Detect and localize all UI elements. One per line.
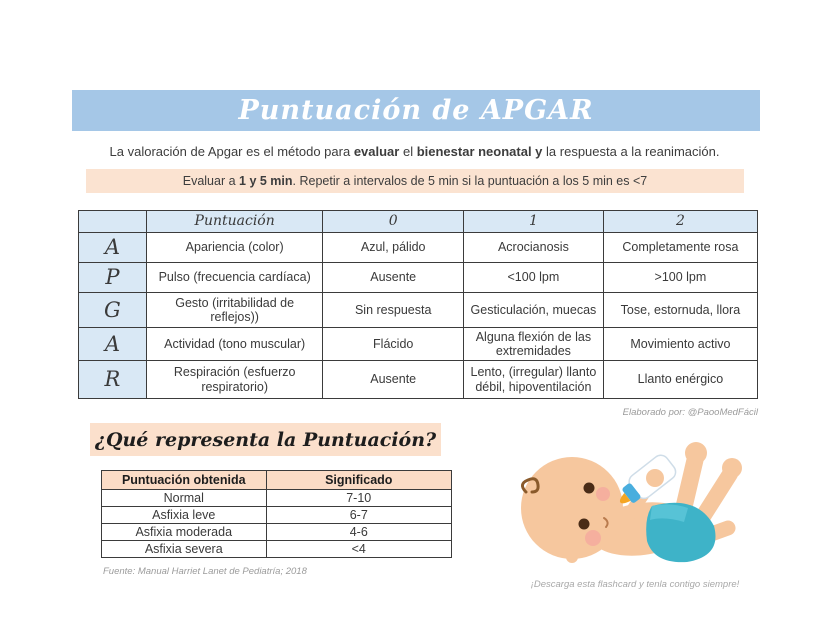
apgar-header-2: 2 [603,211,757,233]
score-header-significado: Significado [266,471,452,490]
criterion-cell: Pulso (frecuencia cardíaca) [146,263,323,293]
apgar-header-1: 1 [463,211,603,233]
title-banner [72,90,760,131]
apgar-header-empty [79,211,147,233]
score0-cell: Ausente [323,361,464,399]
apgar-letter-p: P [79,263,147,293]
download-note: ¡Descarga esta flashcard y tenla contigo siempre! [530,579,740,590]
author-credit: Elaborado por: @PaooMedFácil [622,407,758,418]
score0-cell: Azul, pálido [323,233,464,263]
intro-mid: el [399,144,417,159]
table-row-pulso [79,263,758,293]
score1-cell: Lento, (irregular) llanto débil, hipoventilación [463,361,603,399]
score2-cell: Completamente rosa [603,233,757,263]
score-value: 6-7 [266,507,452,524]
table-row-actividad [79,328,758,361]
eval-post: . Repetir a intervalos de 5 min si la puntuación a los 5 min es <7 [292,174,648,188]
score0-cell: Ausente [323,263,464,293]
score2-cell: Tose, estornuda, llora [603,293,757,328]
intro-text [0,144,829,159]
score-label: Asfixia severa [102,541,267,558]
apgar-header-row [79,211,758,233]
section-title: ¿Qué representa la Puntuación? [94,428,437,451]
evaluation-banner [86,169,744,193]
baby-illustration [492,426,778,576]
criterion-cell: Apariencia (color) [146,233,323,263]
eval-pre: Evaluar a [182,174,236,188]
apgar-letter-r: R [79,361,147,399]
criterion-cell: Actividad (tono muscular) [146,328,323,361]
score2-cell: >100 lpm [603,263,757,293]
intro-post: la respuesta a la reanimación. [542,144,720,159]
apgar-letter-g: G [79,293,147,328]
source-citation: Fuente: Manual Harriet Lanet de Pediatría; 2018 [103,566,307,577]
apgar-letter-a2: A [79,328,147,361]
table-row-respiracion [79,361,758,399]
score1-cell: <100 lpm [463,263,603,293]
score-label: Asfixia moderada [102,524,267,541]
criterion-cell: Gesto (irritabilidad de reflejos)) [146,293,323,328]
page-title: Puntuación de APGAR [238,95,594,126]
apgar-header-0: 0 [323,211,464,233]
score-value: 4-6 [266,524,452,541]
table-row-apariencia [79,233,758,263]
table-row-normal [102,490,452,507]
apgar-header-puntuacion: Puntuación [146,211,323,233]
score-header-row [102,471,452,490]
score-label: Asfixia leve [102,507,267,524]
table-row-gesto [79,293,758,328]
score-value: <4 [266,541,452,558]
apgar-letter-a: A [79,233,147,263]
score2-cell: Llanto enérgico [603,361,757,399]
criterion-cell: Respiración (esfuerzo respiratorio) [146,361,323,399]
section-title-banner [90,423,441,456]
table-row-asfixia-leve [102,507,452,524]
score-label: Normal [102,490,267,507]
score-header-puntuacion: Puntuación obtenida [102,471,267,490]
score2-cell: Movimiento activo [603,328,757,361]
apgar-score-table [78,210,758,399]
score0-cell: Sin respuesta [323,293,464,328]
score0-cell: Flácido [323,328,464,361]
score1-cell: Gesticulación, muecas [463,293,603,328]
eval-bold: 1 y 5 min [239,174,293,188]
score1-cell: Alguna flexión de las extremidades [463,328,603,361]
intro-pre: La valoración de Apgar es el método para [109,144,354,159]
score-value: 7-10 [266,490,452,507]
table-row-asfixia-severa [102,541,452,558]
intro-bold-evaluar: evaluar [353,144,400,159]
score1-cell: Acrocianosis [463,233,603,263]
intro-bold-bienestar: bienestar neonatal y [416,144,543,159]
table-row-asfixia-moderada [102,524,452,541]
score-meaning-table [101,470,452,558]
